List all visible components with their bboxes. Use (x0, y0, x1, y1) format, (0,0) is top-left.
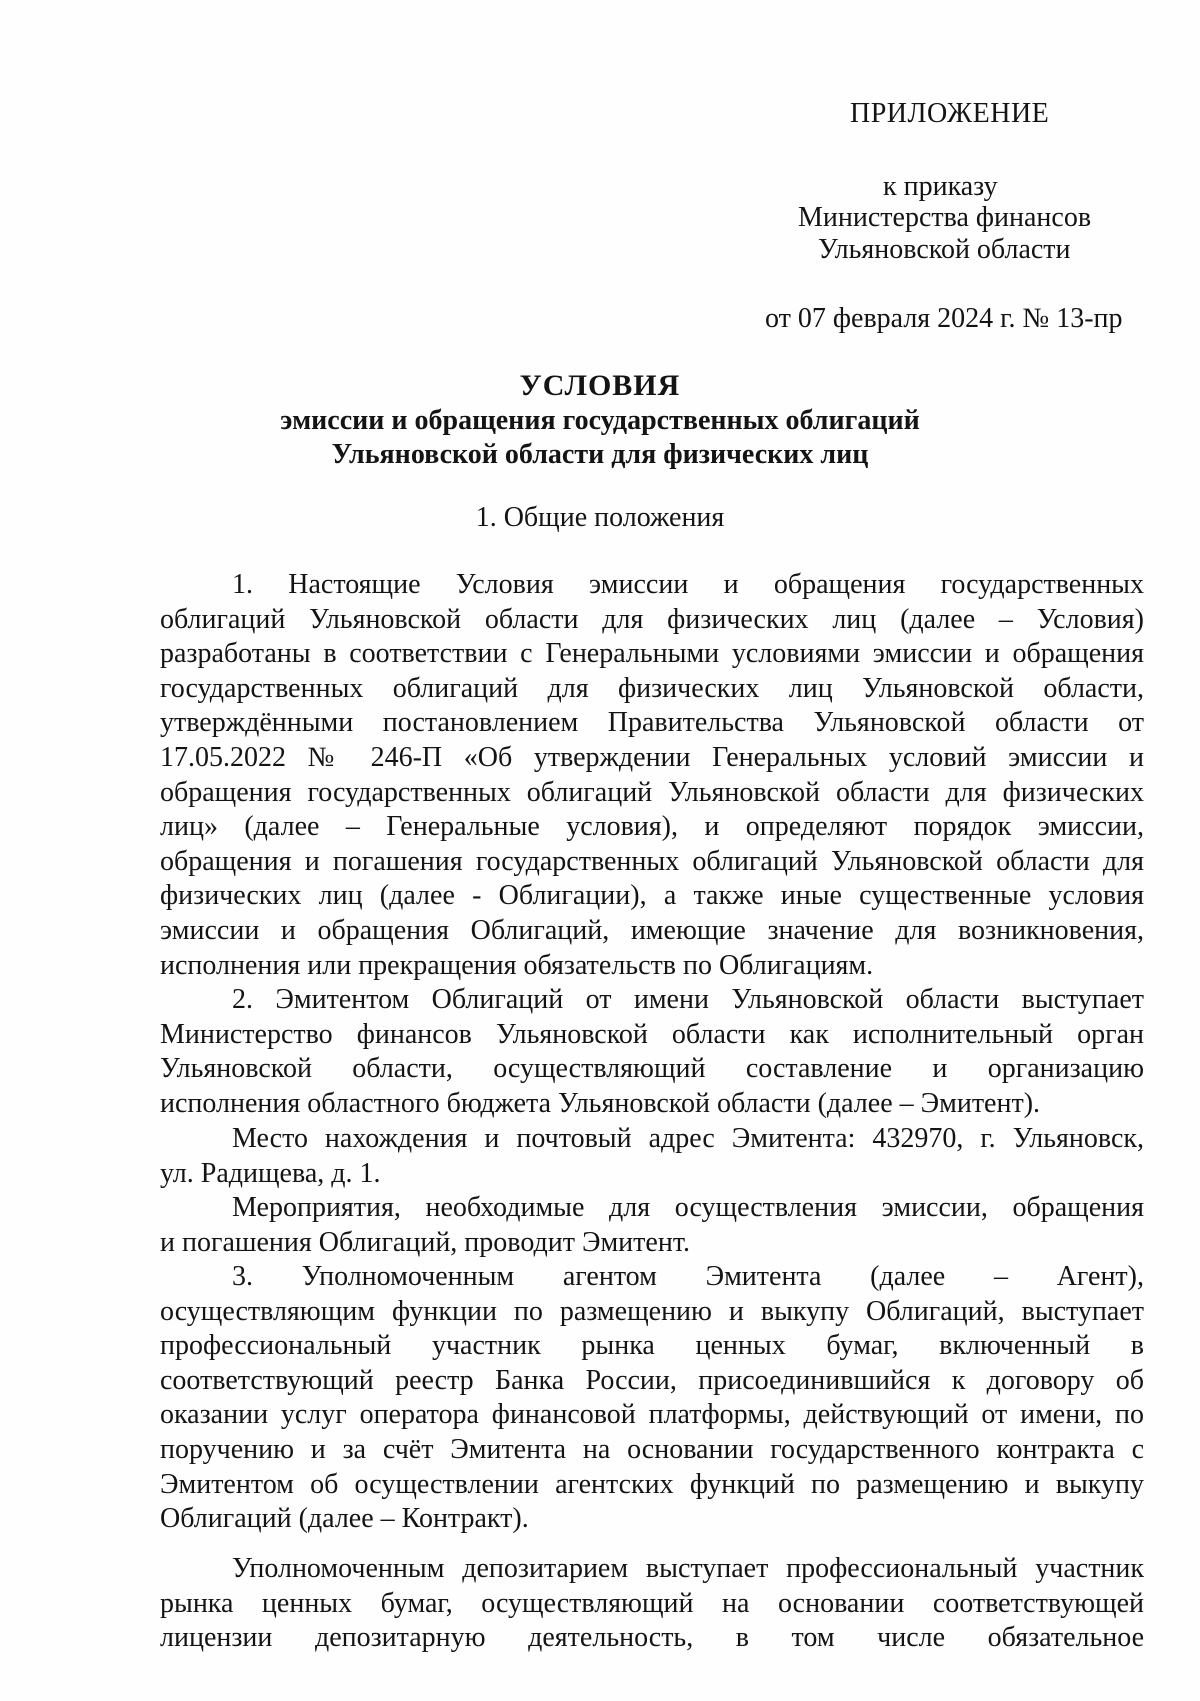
paragraph-line: Место нахождения и почтовый адрес Эмитента: 432970, г. Ульяновск, (232, 1123, 1144, 1154)
paragraph-line: обращения и погашения государственных облигаций Ульяновской области для (160, 845, 1144, 877)
paragraph-line: разработаны в соответствии с Генеральными условиями эмиссии и обращения (160, 638, 1144, 670)
paragraph-line: Министерство финансов Ульяновской области как исполнительный орган (160, 1018, 1144, 1050)
paragraph-line: Облигаций (далее – Контракт). (160, 1503, 529, 1535)
document-subtitle-line1: эмиссии и обращения государственных облигаций (280, 405, 920, 436)
paragraph-line: облигаций Ульяновской области для физических лиц (далее – Условия) (160, 603, 1144, 635)
paragraph-line: Уполномоченным депозитарием выступает профессиональный участник (232, 1553, 1144, 1584)
paragraph-line: обращения государственных облигаций Ульяновской области для физических (160, 776, 1144, 808)
paragraph-line: 3. Уполномоченным агентом Эмитента (далее – Агент), (232, 1261, 1144, 1292)
document-subtitle-line2: Ульяновской области для физических лиц (331, 439, 869, 470)
order-date-number: от 07 февраля 2024 г. № 13-пр (765, 303, 1123, 334)
paragraph-line: физических лиц (далее - Облигации), а также иные существенные условия (160, 880, 1144, 912)
to-order-label: к приказу (883, 171, 998, 202)
paragraph-line: утверждёнными постановлением Правительства Ульяновской области от (160, 707, 1144, 739)
paragraph-1 (160, 568, 1144, 983)
section-heading: 1. Общие положения (475, 502, 725, 533)
ministry-name-line2: Ульяновской области (818, 234, 1071, 265)
paragraph-line: государственных облигаций для физических лиц Ульяновской области, (160, 672, 1144, 704)
paragraph-2 (160, 983, 1144, 1121)
appendix-label: ПРИЛОЖЕНИЕ (850, 98, 1050, 129)
paragraph-5 (160, 1260, 1144, 1537)
paragraph-line: 1. Настоящие Условия эмиссии и обращения государственных (232, 569, 1144, 600)
paragraph-line: и погашения Облигаций, проводит Эмитент. (160, 1226, 690, 1258)
paragraph-line: лицензии депозитарную деятельность, в том числе обязательное (160, 1622, 1144, 1654)
paragraph-line: оказании услуг оператора финансовой платформы, действующий от имени, по (160, 1399, 1144, 1431)
paragraph-line: эмиссии и обращения Облигаций, имеющие значение для возникновения, (160, 914, 1144, 946)
paragraph-line: соответствующий реестр Банка России, присоединившийся к договору об (160, 1364, 1144, 1396)
paragraph-4 (160, 1191, 1144, 1260)
paragraph-line: рынка ценных бумаг, осуществляющий на основании соответствующей (160, 1587, 1144, 1619)
paragraph-line: 2. Эмитентом Облигаций от имени Ульяновской области выступает (232, 984, 1144, 1015)
paragraph-line: профессиональный участник рынка ценных бумаг, включенный в (160, 1330, 1144, 1362)
paragraph-line: Мероприятия, необходимые для осуществления эмиссии, обращения (232, 1192, 1144, 1223)
ministry-name-line1: Министерства финансов (798, 202, 1092, 233)
paragraph-line: Ульяновской области, осуществляющий составление и организацию (160, 1053, 1144, 1085)
paragraph-line: ул. Радищева, д. 1. (160, 1157, 381, 1189)
paragraph-line: лиц» (далее – Генеральные условия), и определяют порядок эмиссии, (160, 811, 1144, 843)
paragraph-6 (160, 1552, 1144, 1656)
paragraph-line: Эмитентом об осуществлении агентских функций по размещению и выкупу (160, 1468, 1144, 1500)
paragraph-line: исполнения областного бюджета Ульяновской области (далее – Эмитент). (160, 1087, 1041, 1119)
paragraph-line: исполнения или прекращения обязательств по Облигациям. (160, 949, 874, 981)
paragraph-line: поручению и за счёт Эмитента на основании государственного контракта с (160, 1433, 1144, 1465)
document-title: УСЛОВИЯ (519, 369, 681, 402)
paragraph-3 (160, 1122, 1144, 1191)
paragraph-line: 17.05.2022 № 246-П «Об утверждении Генеральных условий эмиссии и (160, 741, 1144, 773)
paragraph-line: осуществляющим функции по размещению и выкупу Облигаций, выступает (160, 1295, 1144, 1327)
